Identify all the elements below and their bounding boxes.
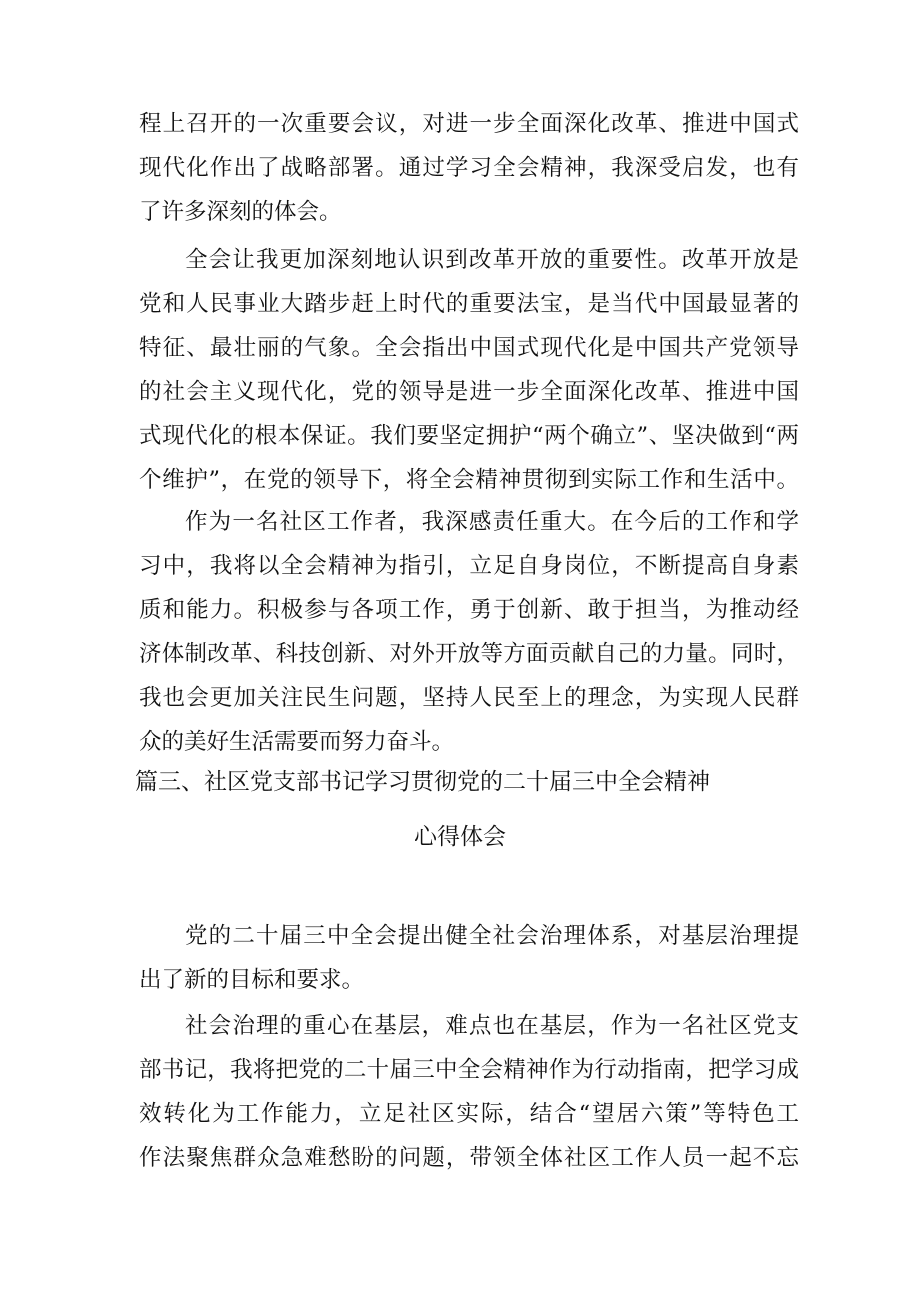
paragraph-line: 现代化作出了战略部署。通过学习全会精神，我深受启发，也有	[139, 155, 799, 181]
paragraph-line: 式现代化的根本保证。我们要坚定拥护“两个确立”、坚决做到“两	[139, 423, 799, 449]
paragraph-line: 出了新的目标和要求。	[139, 967, 365, 993]
paragraph-line: 党的二十届三中全会提出健全社会治理体系，对基层治理提	[185, 923, 799, 949]
section-heading-continued: 心得体会	[414, 824, 506, 850]
paragraph-line: 党和人民事业大踏步赶上时代的重要法宝，是当代中国最显著的	[139, 291, 799, 317]
paragraph-line: 的社会主义现代化，党的领导是进一步全面深化改革、推进中国	[139, 379, 799, 405]
paragraph-line: 习中，我将以全会精神为指引，立足自身岗位，不断提高自身素	[139, 553, 799, 579]
paragraph-line: 众的美好生活需要而努力奋斗。	[139, 729, 455, 755]
paragraph-line: 作为一名社区工作者，我深感责任重大。在今后的工作和学	[185, 509, 799, 535]
paragraph-line: 个维护”，在党的领导下，将全会精神贯彻到实际工作和生活中。	[139, 467, 799, 493]
paragraph-line: 部书记，我将把党的二十届三中全会精神作为行动指南，把学习成	[139, 1057, 799, 1083]
paragraph-line: 效转化为工作能力，立足社区实际，结合“望居六策”等特色工	[139, 1101, 799, 1127]
paragraph-line: 全会让我更加深刻地认识到改革开放的重要性。改革开放是	[185, 247, 799, 273]
paragraph-line: 特征、最壮丽的气象。全会指出中国式现代化是中国共产党领导	[139, 335, 799, 361]
paragraph-line: 我也会更加关注民生问题，坚持人民至上的理念，为实现人民群	[139, 685, 799, 711]
section-heading: 篇三、社区党支部书记学习贯彻党的二十届三中全会精神	[135, 769, 710, 795]
paragraph-line: 了许多深刻的体会。	[139, 199, 342, 225]
paragraph-line: 程上召开的一次重要会议，对进一步全面深化改革、推进中国式	[139, 111, 799, 137]
paragraph-line: 济体制改革、科技创新、对外开放等方面贡献自己的力量。同时，	[139, 641, 799, 667]
paragraph-line: 质和能力。积极参与各项工作，勇于创新、敢于担当，为推动经	[139, 597, 799, 623]
paragraph-line: 社会治理的重心在基层，难点也在基层，作为一名社区党支	[185, 1013, 799, 1039]
paragraph-line: 作法聚焦群众急难愁盼的问题，带领全体社区工作人员一起不忘	[139, 1145, 799, 1171]
